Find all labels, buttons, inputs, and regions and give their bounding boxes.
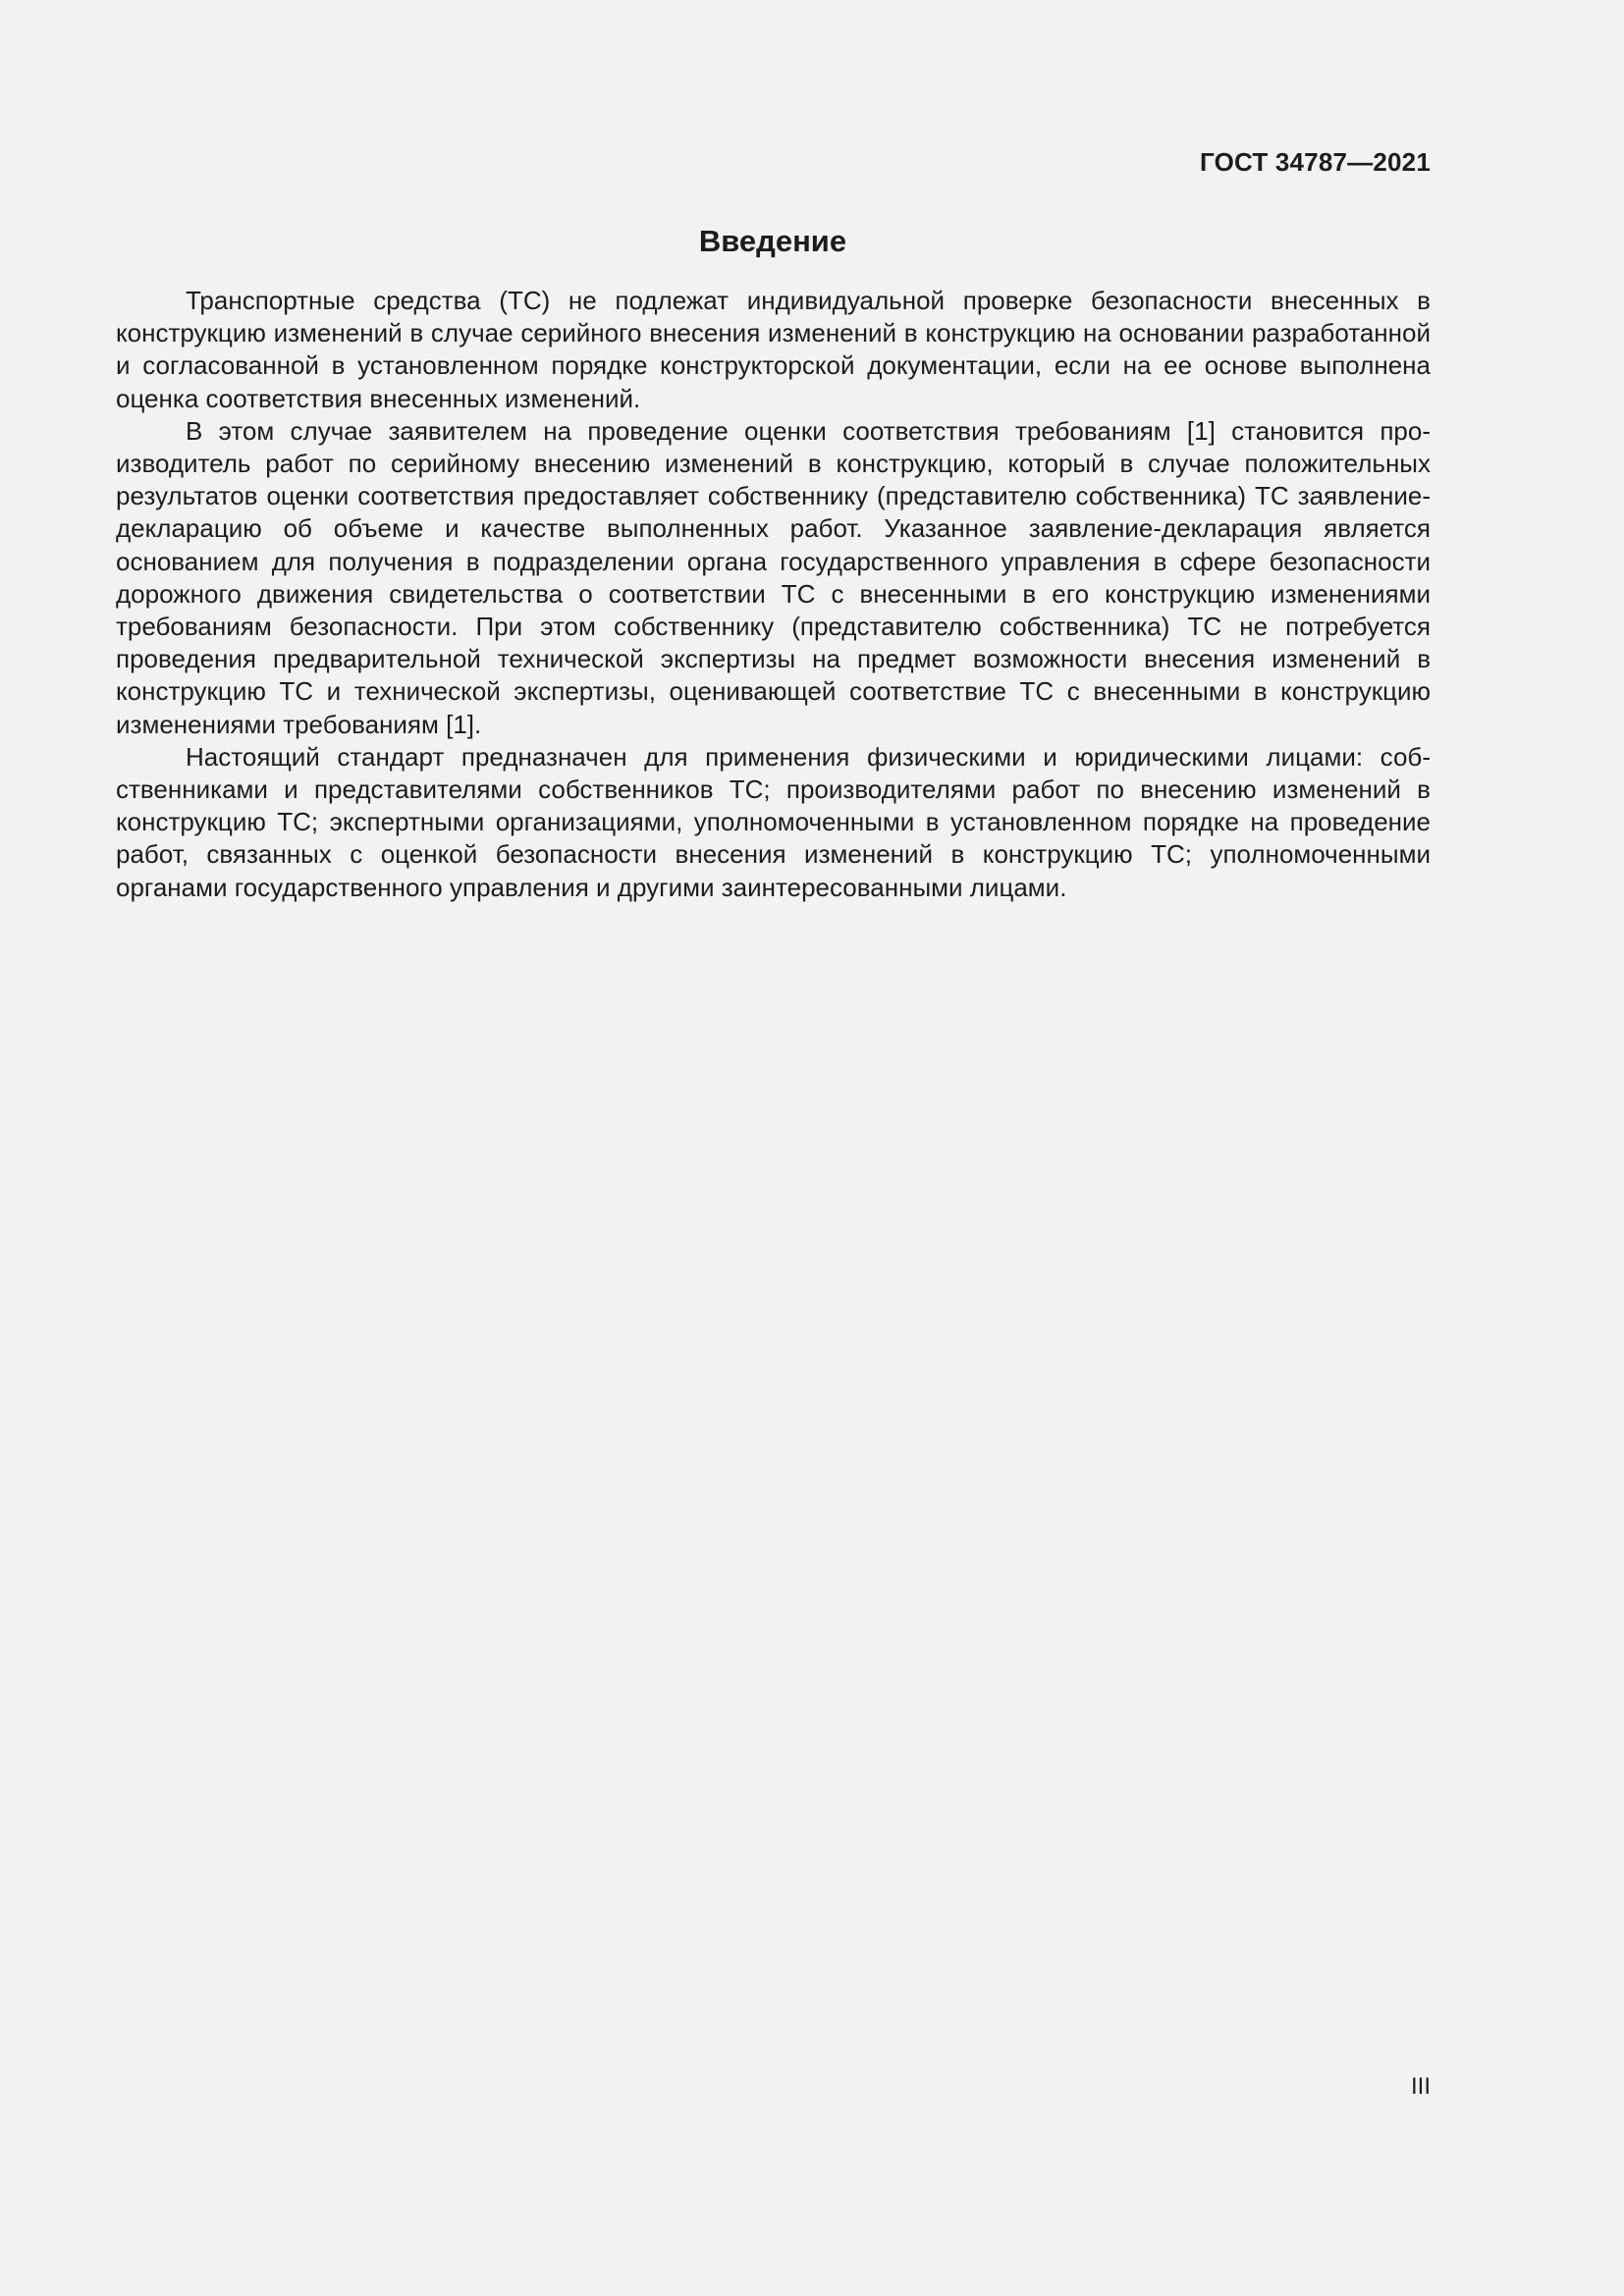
page-number: III <box>1410 2073 1431 2100</box>
paragraph-3: Настоящий стандарт предназначен для применения физическими и юридическими лицами: собственниками и представителями собственников ТС; производителями работ по внесению изменений в конструкцию ТС; экспертными организациями, уполномоченными в установленном порядке на проведение работ, связанных с оценкой безопасности внесения изменений в конструкцию ТС; уполномоченными органами государственного управления и другими заинтересованными лицами. <box>116 741 1431 902</box>
body-text <box>116 285 1431 904</box>
document-code: ГОСТ 34787—2021 <box>1200 147 1431 177</box>
paragraph-2: В этом случае заявителем на проведение оценки соответствия требованиям [1] становится производитель работ по серийному внесению изменений в конструкцию, который в случае положительных результатов оценки соответствия предоставляет собственнику (представителю собственника) ТС заявление-декларацию об объеме и качестве выполненных работ. Указанное заявление-декларация является основанием для получения в подразделении органа государственного управления в сфере безопасности дорожного движения свидетельства о соответствии ТС с внесенными в его конструкцию изменениями требованиям безопасности. При этом собственнику (представителю собственника) ТС не потребуется проведения предварительной технической экспертизы на предмет возможности внесения изменений в конструкцию ТС и технической экспертизы, оценивающей соответствие ТС с внесенными в конструкцию изменениями требованиям [1]. <box>116 415 1431 739</box>
section-title: Введение <box>698 224 847 258</box>
paragraph-1: Транспортные средства (ТС) не подлежат индивидуальной проверке безопасности внесенных в конструкцию изменений в случае серийного внесения изменений в конструкцию на основании разработанной и согласованной в установленном порядке конструкторской документации, если на ее основе выполнена оценка соответствия внесенных изменений. <box>116 286 1431 413</box>
